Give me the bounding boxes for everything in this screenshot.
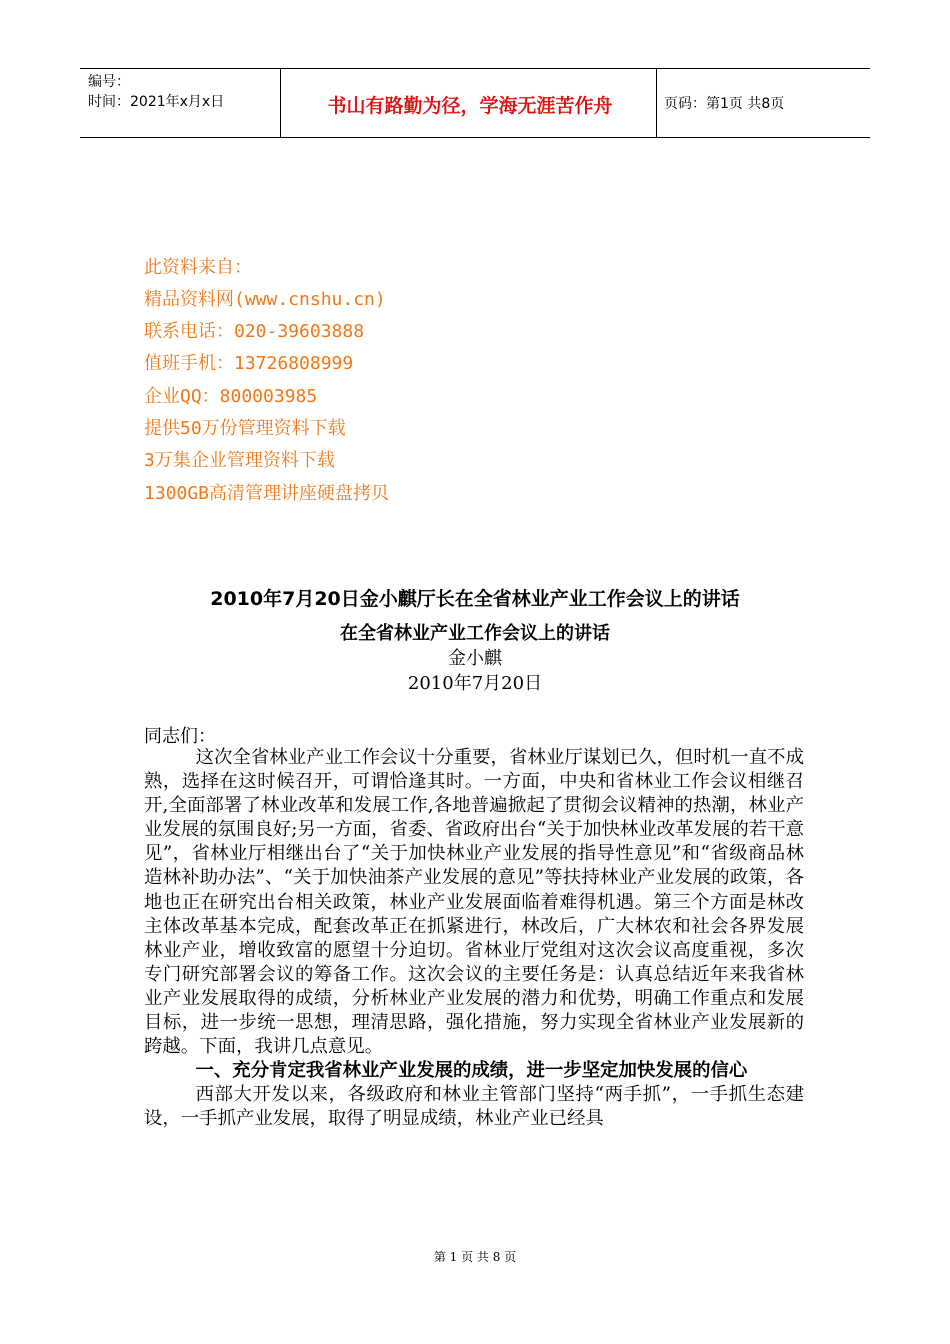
ad-line-offer-1: 提供50万份管理资料下载 <box>144 418 346 439</box>
ad-line-offer-2: 3万集企业管理资料下载 <box>144 450 335 471</box>
ad-line-source: 此资料来自： <box>144 257 252 278</box>
time-label: 时间：2021年x月x日 <box>88 94 225 110</box>
ad-line-qq: 企业QQ：800003985 <box>144 386 318 407</box>
document-header <box>80 68 870 138</box>
ad-line-website: 精品资料网(www.cnshu.cn) <box>144 289 386 310</box>
serial-number-label: 编号： <box>88 74 130 90</box>
paragraph-section-1: 西部大开发以来，各级政府和林业主管部门坚持“两手抓”，一手抓生态建设，一手抓产业发展，取得了明显成绩，林业产业已经具 <box>144 1084 804 1130</box>
page-footer: 第 1 页 共 8 页 <box>433 1250 517 1264</box>
speech-author: 金小麒 <box>448 648 502 669</box>
ad-line-mobile: 值班手机：13726808999 <box>144 353 354 374</box>
ad-line-offer-3: 1300GB高清管理讲座硬盘拷贝 <box>144 483 390 504</box>
ad-line-phone: 联系电话：020-39603888 <box>144 321 365 342</box>
page-info: 页码：第1页 共8页 <box>664 96 785 112</box>
speech-date: 2010年7月20日 <box>407 673 543 694</box>
paragraph-intro: 这次全省林业产业工作会议十分重要，省林业厅谋划已久，但时机一直不成熟，选择在这时候召开，可谓恰逢其时。一方面，中央和省林业工作会议相继召开,全面部署了林业改革和发展工作,各地普遍掀起了贯彻会议精神的热潮，林业产业发展的氛围良好;另一方面，省委、省政府出台“关于加快林业改革发展的若干意见”，省林业厅相继出台了“关于加快林业产业发展的指导性意见”和“省级商品林造林补助办法”、“关于加快油茶产业发展的意见”等扶持林业产业发展的政策，各地也正在研究出台相关政策，林业产业发展面临着难得机遇。第三个方面是林改主体改革基本完成，配套改革正在抓紧进行，林改后，广大林农和社会各界发展林业产业，增收致富的愿望十分迫切。省林业厅党组对这次会议高度重视，多次专门研究部署会议的筹备工作。这次会议的主要任务是：认真总结近年来我省林业产业发展取得的成绩，分析林业产业发展的潜力和优势，明确工作重点和发展目标，进一步统一思想，理清思路，强化措施，努力实现全省林业产业发展新的跨越。下面，我讲几点意见。 <box>144 747 804 1058</box>
document-title: 2010年7月20日金小麒厅长在全省林业产业工作会议上的讲话 <box>210 588 740 610</box>
header-motto: 书山有路勤为径，学海无涯苦作舟 <box>327 95 613 117</box>
speech-body <box>144 746 804 1132</box>
salutation: 同志们： <box>144 726 216 747</box>
section-heading-1: 一、充分肯定我省林业产业发展的成绩，进一步坚定加快发展的信心 <box>195 1060 748 1082</box>
speech-subtitle: 在全省林业产业工作会议上的讲话 <box>340 623 610 644</box>
